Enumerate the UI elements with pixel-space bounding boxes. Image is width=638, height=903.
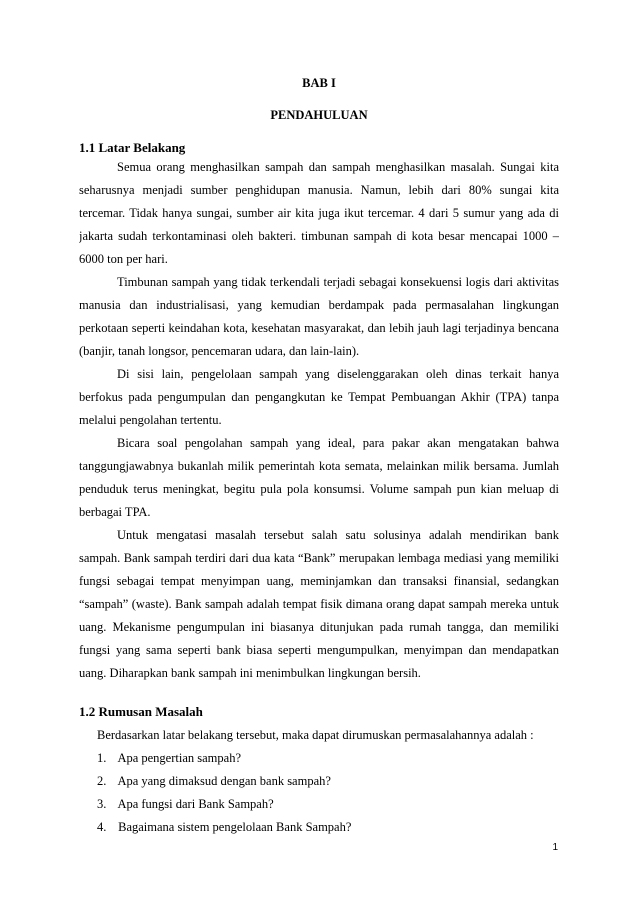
paragraph-line: Bicara soal pengolahan sampah yang ideal, para pakar akan mengatakan bahwa [117, 436, 559, 450]
paragraph-line: berbagai TPA. [79, 505, 151, 519]
list-item-text: Apa pengertian sampah? [117, 751, 241, 765]
paragraph-line: manusia dan industrialisasi, yang kemudian berdampak pada permasalahan lingkungan [79, 298, 559, 312]
section-title-latar-belakang: 1.1 Latar Belakang [79, 140, 186, 155]
paragraph-line: 6000 ton per hari. [79, 252, 168, 266]
list-item-number: 3. [97, 797, 107, 811]
page-number: 1 [552, 842, 558, 853]
paragraph-line: berfokus pada pengumpulan dan pengangkutan ke Tempat Pembuangan Akhir (TPA) tanpa [79, 390, 559, 404]
paragraph-line: tanggungjawabnya bukanlah milik pemerintah kota semata, melainkan milik bersama. Jumlah [79, 459, 559, 473]
paragraph-line: uang. Mekanisme pengumpulan ini biasanya ditunjukan pada rumah tangga, dan memiliki [79, 620, 559, 634]
paragraph-line: “sampah” (waste). Bank sampah adalah tempat fisik dimana orang dapat sampah mereka untuk [79, 597, 559, 611]
section-title-rumusan-masalah: 1.2 Rumusan Masalah [79, 704, 203, 719]
list-item-number: 4. [97, 820, 107, 834]
paragraph-line: fungsi yang sama seperti bank biasa seperti mengumpulkan, menyimpan dan mendapatkan [79, 643, 559, 657]
paragraph-line: Timbunan sampah yang tidak terkendali terjadi sebagai konsekuensi logis dari aktivitas [117, 275, 559, 289]
paragraph-line: perkotaan seperti keindahan kota, kesehatan masyarakat, dan lebih jauh lagi terjadinya bencana [79, 321, 559, 335]
paragraph-line: seharusnya menjadi sumber penghidupan manusia. Namun, lebih dari 80% sungai kita [79, 183, 559, 197]
list-item [97, 773, 331, 789]
paragraph-line: (banjir, tanah longsor, pencemaran udara, dan lain-lain). [79, 344, 360, 358]
paragraph-line: Di sisi lain, pengelolaan sampah yang diselenggarakan oleh dinas terkait hanya [117, 367, 559, 381]
list-item [97, 796, 274, 812]
chapter-title: PENDAHULUAN [270, 108, 368, 122]
chapter-number: BAB I [302, 76, 336, 90]
paragraph-line: tercemar. Tidak hanya sungai, sumber air kita juga ikut tercemar. 4 dari 5 sumur yang ada di [79, 206, 559, 220]
list-item [97, 750, 241, 766]
paragraph-line: penduduk terus meningkat, begitu pula pola konsumsi. Volume sampah pun kian meluap di [79, 482, 559, 496]
paragraph-line: Untuk mengatasi masalah tersebut salah satu solusinya adalah mendirikan bank [117, 528, 559, 542]
list-item-number: 1. [97, 751, 107, 765]
list-item-text: Apa fungsi dari Bank Sampah? [117, 797, 274, 811]
paragraph-line: jakarta sudah terkontaminasi oleh bakteri. timbunan sampah di kota besar mencapai 1000 – [79, 229, 559, 243]
list-item [97, 819, 351, 835]
list-item-number: 2. [97, 774, 107, 788]
list-item-text: Bagaimana sistem pengelolaan Bank Sampah? [118, 820, 352, 834]
paragraph-line: fungsi sebagai tempat menyimpan uang, meminjamkan dan transaksi finansial, sedangkan [79, 574, 559, 588]
paragraph-line: melalui pengolahan tertentu. [79, 413, 222, 427]
paragraph-line: sampah. Bank sampah terdiri dari dua kata “Bank” merupakan lembaga mediasi yang memiliki [79, 551, 559, 565]
list-item-text: Apa yang dimaksud dengan bank sampah? [117, 774, 331, 788]
list-intro-text: Berdasarkan latar belakang tersebut, maka dapat dirumuskan permasalahannya adalah : [97, 728, 534, 742]
paragraph-line: Semua orang menghasilkan sampah dan sampah menghasilkan masalah. Sungai kita [117, 160, 559, 174]
paragraph-line: uang. Diharapkan bank sampah ini menimbulkan lingkungan bersih. [79, 666, 421, 680]
